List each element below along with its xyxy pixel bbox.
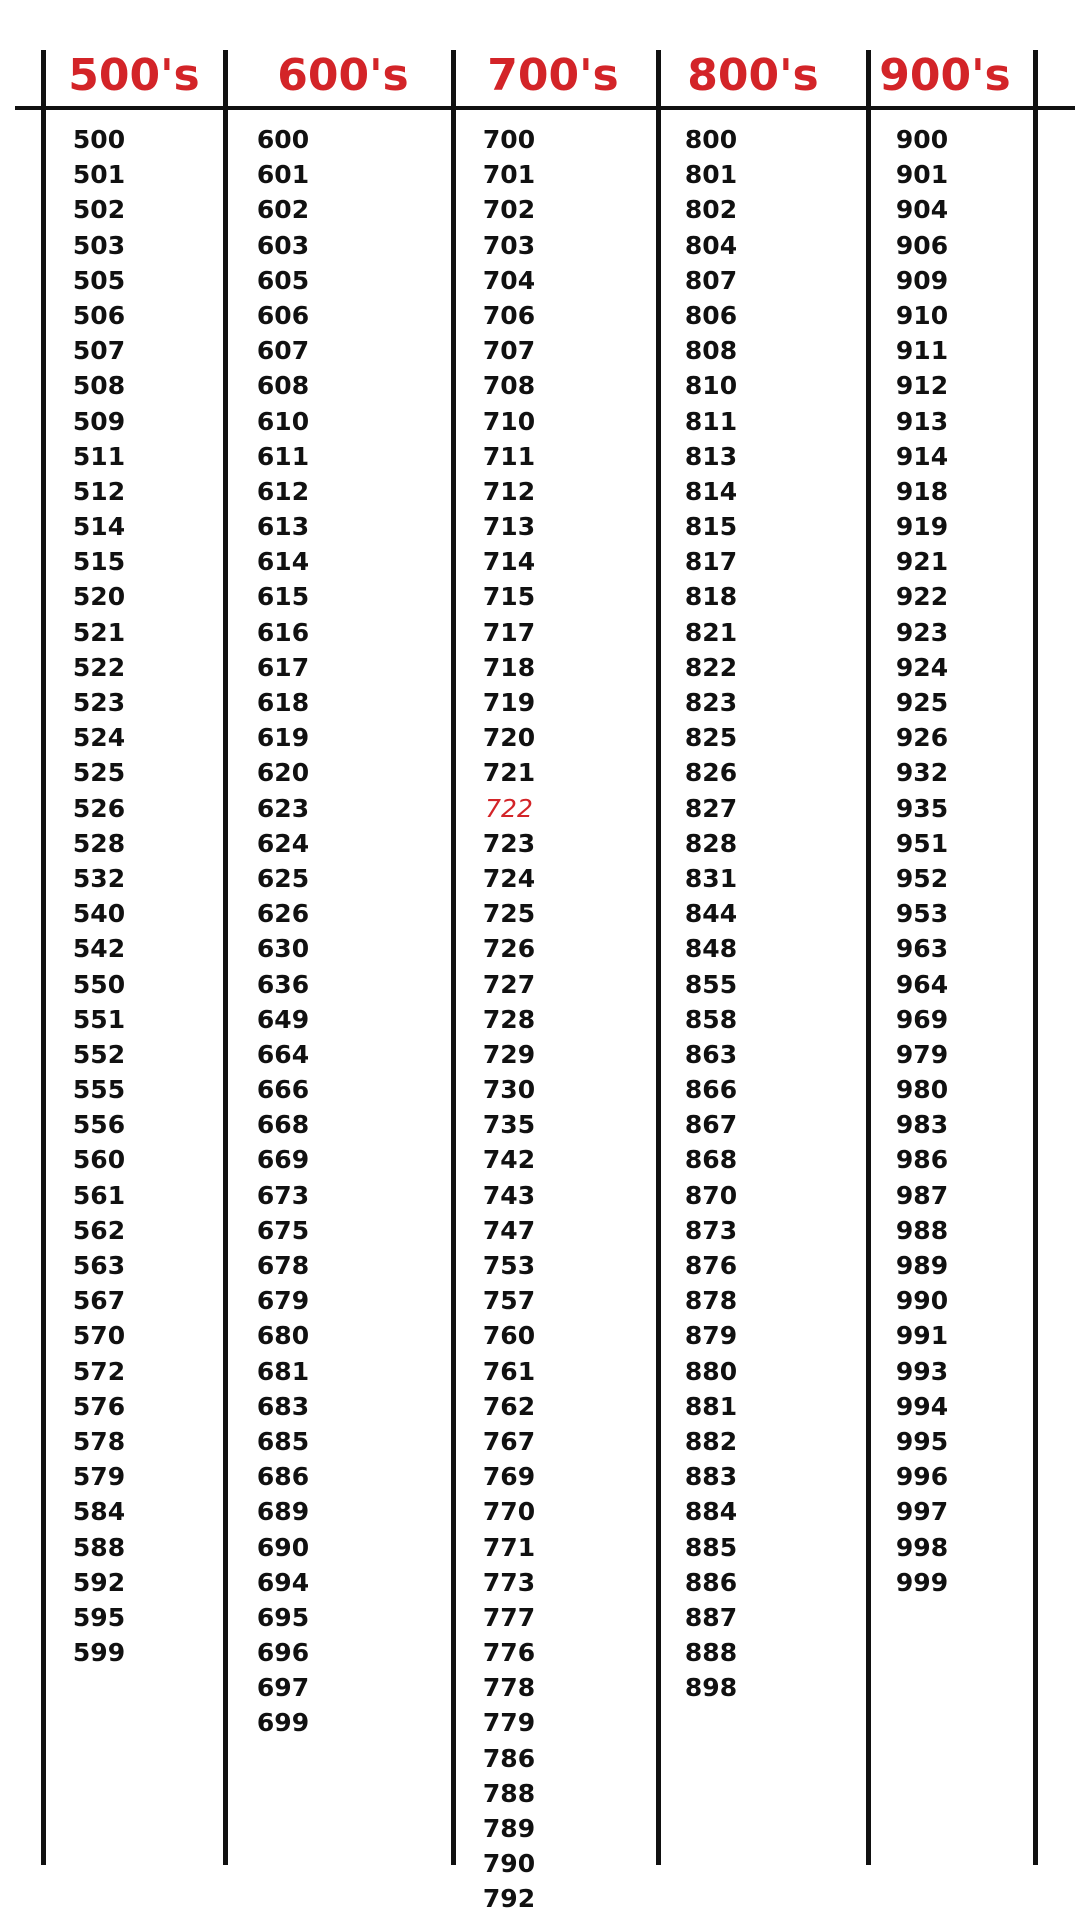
list-item: 630 xyxy=(256,934,310,964)
list-item: 788 xyxy=(482,1778,536,1808)
list-item: 649 xyxy=(256,1004,310,1034)
list-item: 511 xyxy=(72,441,126,471)
list-item: 669 xyxy=(256,1145,310,1175)
list-item: 909 xyxy=(895,265,949,295)
list-item: 718 xyxy=(482,652,536,682)
list-item: 729 xyxy=(482,1039,536,1069)
list-item: 620 xyxy=(256,758,310,788)
list-item: 563 xyxy=(72,1251,126,1280)
list-item: 611 xyxy=(256,441,310,471)
list-item: 680 xyxy=(256,1321,310,1351)
list-item: 721 xyxy=(482,758,536,788)
list-item: 624 xyxy=(256,828,310,858)
list-item: 786 xyxy=(482,1743,536,1773)
list-item: 963 xyxy=(895,934,949,964)
list-item: 881 xyxy=(684,1391,738,1421)
list-item: 710 xyxy=(482,406,536,436)
list-item: 863 xyxy=(684,1039,738,1069)
list-item: 520 xyxy=(72,582,126,612)
list-item: 683 xyxy=(256,1391,310,1421)
list-item: 844 xyxy=(684,899,738,929)
list-item: 599 xyxy=(72,1638,126,1668)
number-column-500s xyxy=(39,122,159,1670)
list-item: 601 xyxy=(256,160,310,190)
list-item: 679 xyxy=(256,1286,310,1316)
list-item: 561 xyxy=(72,1180,126,1210)
list-item: 996 xyxy=(895,1462,949,1492)
list-item: 614 xyxy=(256,547,310,577)
list-item: 673 xyxy=(256,1180,310,1210)
list-item: 878 xyxy=(684,1286,738,1316)
list-item: 578 xyxy=(72,1426,126,1456)
list-item: 848 xyxy=(684,934,738,964)
list-item: 525 xyxy=(72,758,126,788)
list-item: 987 xyxy=(895,1180,949,1210)
list-item: 918 xyxy=(895,476,949,506)
list-item: 769 xyxy=(482,1462,536,1492)
number-column-700s xyxy=(449,122,569,1917)
list-item: 922 xyxy=(895,582,949,612)
list-item: 804 xyxy=(684,230,738,260)
list-item: 584 xyxy=(72,1497,126,1527)
list-item: 831 xyxy=(684,863,738,893)
list-item: 600 xyxy=(256,125,310,154)
list-item: 723 xyxy=(482,828,536,858)
list-item: 932 xyxy=(895,758,949,788)
list-item: 727 xyxy=(482,969,536,999)
list-item: 808 xyxy=(684,336,738,366)
list-item: 826 xyxy=(684,758,738,788)
column-header-900s: 900's xyxy=(879,50,1011,101)
list-item: 811 xyxy=(684,406,738,436)
list-item: 588 xyxy=(72,1532,126,1562)
list-item: 617 xyxy=(256,652,310,682)
list-item: 503 xyxy=(72,230,126,260)
list-item: 562 xyxy=(72,1215,126,1245)
list-item: 921 xyxy=(895,547,949,577)
list-item: 771 xyxy=(482,1532,536,1562)
list-item: 997 xyxy=(895,1497,949,1527)
list-item: 953 xyxy=(895,899,949,929)
list-item: 806 xyxy=(684,300,738,330)
list-item: 757 xyxy=(482,1286,536,1316)
list-item: 725 xyxy=(482,899,536,929)
list-item: 664 xyxy=(256,1039,310,1069)
list-item: 912 xyxy=(895,371,949,401)
number-column-600s xyxy=(223,122,343,1741)
list-item: 714 xyxy=(482,547,536,577)
list-item: 747 xyxy=(482,1215,536,1245)
list-item: 969 xyxy=(895,1004,949,1034)
list-item: 501 xyxy=(72,160,126,190)
list-item: 999 xyxy=(895,1567,949,1597)
list-item: 814 xyxy=(684,476,738,506)
list-item: 952 xyxy=(895,863,949,893)
column-header-600s: 600's xyxy=(277,50,409,101)
list-item: 807 xyxy=(684,265,738,295)
list-item: 685 xyxy=(256,1426,310,1456)
list-item: 753 xyxy=(482,1251,536,1280)
list-item: 618 xyxy=(256,688,310,717)
list-item: 551 xyxy=(72,1004,126,1034)
column-header-500s: 500's xyxy=(68,50,200,101)
list-item: 815 xyxy=(684,512,738,542)
list-item: 666 xyxy=(256,1075,310,1105)
list-item: 616 xyxy=(256,617,310,647)
list-item: 906 xyxy=(895,230,949,260)
list-item: 919 xyxy=(895,512,949,542)
list-item: 776 xyxy=(482,1638,536,1668)
list-item: 789 xyxy=(482,1814,536,1843)
list-item: 610 xyxy=(256,406,310,436)
list-item: 901 xyxy=(895,160,949,190)
list-item: 767 xyxy=(482,1426,536,1456)
list-item: 623 xyxy=(256,793,310,823)
list-item: 760 xyxy=(482,1321,536,1351)
list-item: 730 xyxy=(482,1075,536,1105)
list-item: 720 xyxy=(482,723,536,753)
list-item: 668 xyxy=(256,1110,310,1140)
list-item: 989 xyxy=(895,1251,949,1280)
list-item: 572 xyxy=(72,1356,126,1386)
list-item: 701 xyxy=(482,160,536,190)
list-item: 801 xyxy=(684,160,738,190)
list-item: 712 xyxy=(482,476,536,506)
list-item: 506 xyxy=(72,300,126,330)
list-item: 636 xyxy=(256,969,310,999)
list-item: 855 xyxy=(684,969,738,999)
list-item: 695 xyxy=(256,1602,310,1632)
list-item: 821 xyxy=(684,617,738,647)
list-item: 823 xyxy=(684,688,738,717)
list-item: 711 xyxy=(482,441,536,471)
column-header-700s: 700's xyxy=(487,50,619,101)
list-item: 613 xyxy=(256,512,310,542)
list-item: 883 xyxy=(684,1462,738,1492)
list-item: 707 xyxy=(482,336,536,366)
list-item: 713 xyxy=(482,512,536,542)
list-item: 689 xyxy=(256,1497,310,1527)
list-item: 675 xyxy=(256,1215,310,1245)
list-item: 550 xyxy=(72,969,126,999)
list-item: 743 xyxy=(482,1180,536,1210)
list-item: 822 xyxy=(684,652,738,682)
list-item: 521 xyxy=(72,617,126,647)
list-item: 888 xyxy=(684,1638,738,1668)
list-item: 678 xyxy=(256,1251,310,1280)
list-item: 715 xyxy=(482,582,536,612)
list-item: 708 xyxy=(482,371,536,401)
list-item: 779 xyxy=(482,1708,536,1738)
list-item: 770 xyxy=(482,1497,536,1527)
list-item: 625 xyxy=(256,863,310,893)
list-item: 828 xyxy=(684,828,738,858)
header-divider xyxy=(15,106,1075,110)
list-item: 567 xyxy=(72,1286,126,1316)
list-item: 858 xyxy=(684,1004,738,1034)
list-item: 742 xyxy=(482,1145,536,1175)
list-item: 524 xyxy=(72,723,126,753)
list-item: 868 xyxy=(684,1145,738,1175)
list-item: 910 xyxy=(895,300,949,330)
list-item: 924 xyxy=(895,652,949,682)
list-item: 522 xyxy=(72,652,126,682)
list-item: 560 xyxy=(72,1145,126,1175)
list-item: 697 xyxy=(256,1673,310,1703)
list-item: 882 xyxy=(684,1426,738,1456)
list-item: 900 xyxy=(895,125,949,154)
list-item: 615 xyxy=(256,582,310,612)
list-item: 983 xyxy=(895,1110,949,1140)
list-item: 810 xyxy=(684,371,738,401)
list-item: 619 xyxy=(256,723,310,753)
list-item: 552 xyxy=(72,1039,126,1069)
list-item: 935 xyxy=(895,793,949,823)
list-item: 988 xyxy=(895,1215,949,1245)
list-item: 526 xyxy=(72,793,126,823)
list-item: 873 xyxy=(684,1215,738,1245)
list-item: 778 xyxy=(482,1673,536,1703)
column-divider xyxy=(1033,50,1038,1865)
list-item: 608 xyxy=(256,371,310,401)
column-header-800s: 800's xyxy=(687,50,819,101)
list-item: 914 xyxy=(895,441,949,471)
list-item: 528 xyxy=(72,828,126,858)
list-item: 505 xyxy=(72,265,126,295)
list-item: 995 xyxy=(895,1426,949,1456)
list-item: 925 xyxy=(895,688,949,717)
list-item: 507 xyxy=(72,336,126,366)
number-column-900s xyxy=(862,122,982,1600)
list-item: 690 xyxy=(256,1532,310,1562)
list-item: 761 xyxy=(482,1356,536,1386)
list-item: 991 xyxy=(895,1321,949,1351)
list-item: 515 xyxy=(72,547,126,577)
list-item: 555 xyxy=(72,1075,126,1105)
list-item: 694 xyxy=(256,1567,310,1597)
list-item: 612 xyxy=(256,476,310,506)
list-item: 626 xyxy=(256,899,310,929)
list-item: 998 xyxy=(895,1532,949,1562)
list-item: 911 xyxy=(895,336,949,366)
list-item: 880 xyxy=(684,1356,738,1386)
list-item: 885 xyxy=(684,1532,738,1562)
list-item: 508 xyxy=(72,371,126,401)
list-item: 607 xyxy=(256,336,310,366)
number-column-800s xyxy=(651,122,771,1705)
list-item: 696 xyxy=(256,1638,310,1668)
list-item: 595 xyxy=(72,1602,126,1632)
list-item: 802 xyxy=(684,195,738,225)
list-item: 827 xyxy=(684,793,738,823)
list-item: 576 xyxy=(72,1391,126,1421)
list-item: 556 xyxy=(72,1110,126,1140)
list-item: 514 xyxy=(72,512,126,542)
list-item: 792 xyxy=(482,1884,536,1914)
list-item: 887 xyxy=(684,1602,738,1632)
list-item: 702 xyxy=(482,195,536,225)
list-item: 866 xyxy=(684,1075,738,1105)
list-item: 870 xyxy=(684,1180,738,1210)
list-item: 986 xyxy=(895,1145,949,1175)
list-item: 762 xyxy=(482,1391,536,1421)
list-item: 980 xyxy=(895,1075,949,1105)
list-item: 800 xyxy=(684,125,738,154)
list-item: 813 xyxy=(684,441,738,471)
list-item: 886 xyxy=(684,1567,738,1597)
list-item: 509 xyxy=(72,406,126,436)
list-item: 603 xyxy=(256,230,310,260)
list-item: 790 xyxy=(482,1849,536,1879)
list-item: 923 xyxy=(895,617,949,647)
list-item: 773 xyxy=(482,1567,536,1597)
list-item: 602 xyxy=(256,195,310,225)
list-item: 964 xyxy=(895,969,949,999)
list-item: 926 xyxy=(895,723,949,753)
list-item: 502 xyxy=(72,195,126,225)
list-item: 542 xyxy=(72,934,126,964)
list-item: 817 xyxy=(684,547,738,577)
list-item: 703 xyxy=(482,230,536,260)
list-item: 876 xyxy=(684,1251,738,1280)
list-item: 818 xyxy=(684,582,738,612)
list-item: 570 xyxy=(72,1321,126,1351)
list-item: 532 xyxy=(72,863,126,893)
list-item: 500 xyxy=(72,125,126,154)
list-item: 913 xyxy=(895,406,949,436)
list-item: 884 xyxy=(684,1497,738,1527)
list-item: 699 xyxy=(256,1708,310,1738)
list-item: 681 xyxy=(256,1356,310,1386)
list-item: 704 xyxy=(482,265,536,295)
list-item: 706 xyxy=(482,300,536,330)
list-item: 523 xyxy=(72,688,126,717)
list-item: 777 xyxy=(482,1602,536,1632)
list-item: 879 xyxy=(684,1321,738,1351)
list-item: 951 xyxy=(895,828,949,858)
list-item: 726 xyxy=(482,934,536,964)
list-item: 686 xyxy=(256,1462,310,1492)
list-item: 592 xyxy=(72,1567,126,1597)
list-item: 728 xyxy=(482,1004,536,1034)
list-item: 700 xyxy=(482,125,536,154)
list-item: 512 xyxy=(72,476,126,506)
list-item: 898 xyxy=(684,1673,738,1703)
list-item: 990 xyxy=(895,1286,949,1316)
list-item: 540 xyxy=(72,899,126,929)
list-item: 719 xyxy=(482,688,536,717)
list-item: 717 xyxy=(482,617,536,647)
list-item: 979 xyxy=(895,1039,949,1069)
highlighted-list-item: 722 xyxy=(485,793,533,823)
list-item: 904 xyxy=(895,195,949,225)
list-item: 606 xyxy=(256,300,310,330)
list-item: 867 xyxy=(684,1110,738,1140)
list-item: 605 xyxy=(256,265,310,295)
list-item: 735 xyxy=(482,1110,536,1140)
list-item: 579 xyxy=(72,1462,126,1492)
list-item: 724 xyxy=(482,863,536,893)
list-item: 825 xyxy=(684,723,738,753)
list-item: 994 xyxy=(895,1391,949,1421)
list-item: 993 xyxy=(895,1356,949,1386)
